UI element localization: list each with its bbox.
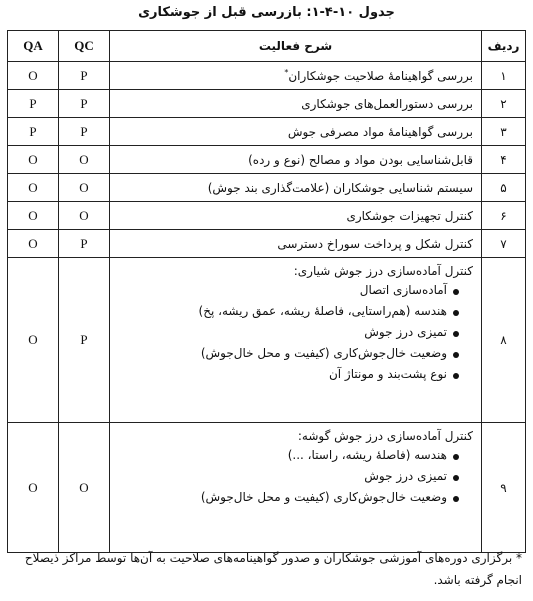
header-qa: QA bbox=[8, 31, 59, 62]
row-qa: O bbox=[8, 258, 59, 423]
row-description-block bbox=[110, 258, 482, 423]
row-qa: O bbox=[8, 423, 59, 553]
header-qc: QC bbox=[59, 31, 110, 62]
row-number: ۳ bbox=[482, 118, 526, 146]
bullet-item: تمیزی درز جوش bbox=[110, 325, 459, 339]
bullet-list bbox=[110, 448, 473, 504]
row-qa: O bbox=[8, 146, 59, 174]
row-number: ۴ bbox=[482, 146, 526, 174]
table-row bbox=[8, 146, 526, 174]
bullet-item: تمیزی درز جوش bbox=[110, 469, 459, 483]
bullet-item: هندسه (هم‌راستایی، فاصلهٔ ریشه، عمق ریشه، پخ) bbox=[110, 304, 459, 318]
row-qc: O bbox=[59, 423, 110, 553]
header-row bbox=[8, 31, 526, 62]
row-qa: O bbox=[8, 202, 59, 230]
footnote-marker: * bbox=[284, 68, 289, 77]
table-row bbox=[8, 62, 526, 90]
header-description: شرح فعالیت bbox=[110, 31, 482, 62]
table-row bbox=[8, 90, 526, 118]
row-qa: P bbox=[8, 118, 59, 146]
table-row bbox=[8, 230, 526, 258]
bullet-list bbox=[110, 283, 473, 381]
row-number: ۷ bbox=[482, 230, 526, 258]
table-row-fillet-joint bbox=[8, 423, 526, 553]
bullet-item: آماده‌سازی اتصال bbox=[110, 283, 459, 297]
row-description: قابل‌شناسایی بودن مواد و مصالح (نوع و رده) bbox=[110, 146, 482, 174]
row-description-block bbox=[110, 423, 482, 553]
block-title: کنترل آماده‌سازی درز جوش شیاری: bbox=[293, 264, 473, 278]
bullet-item: وضعیت خال‌جوش‌کاری (کیفیت و محل خال‌جوش) bbox=[110, 490, 459, 504]
row-description bbox=[110, 62, 482, 90]
table-row bbox=[8, 118, 526, 146]
table-row bbox=[8, 202, 526, 230]
row-qc: P bbox=[59, 258, 110, 423]
row-number: ۶ bbox=[482, 202, 526, 230]
row-qa: O bbox=[8, 62, 59, 90]
row-qc: P bbox=[59, 90, 110, 118]
row-qa: O bbox=[8, 174, 59, 202]
table-row-groove-joint bbox=[8, 258, 526, 423]
row-qc: O bbox=[59, 202, 110, 230]
row-qc: O bbox=[59, 146, 110, 174]
table-caption: جدول ۱۰-۴-۱: بازرسی قبل از جوشکاری bbox=[138, 5, 395, 20]
row-qc: P bbox=[59, 62, 110, 90]
footnote: * برگزاری دوره‌های آموزشی جوشکاران و صدور گواهینامه‌های صلاحیت به آن‌ها توسط مراکز ذیصلاح انجام گرفته باشد. bbox=[24, 551, 522, 587]
row-description: بررسی دستورالعمل‌های جوشکاری bbox=[110, 90, 482, 118]
bullet-item: نوع پشت‌بند و مونتاژ آن bbox=[110, 367, 459, 381]
row-qc: P bbox=[59, 230, 110, 258]
bullet-item: هندسه (فاصلهٔ ریشه، راستا، ...) bbox=[110, 448, 459, 462]
row-description: کنترل شکل و پرداخت سوراخ دسترسی bbox=[110, 230, 482, 258]
row-number: ۲ bbox=[482, 90, 526, 118]
row-qa: P bbox=[8, 90, 59, 118]
row-description: بررسی گواهینامهٔ مواد مصرفی جوش bbox=[110, 118, 482, 146]
table-row bbox=[8, 174, 526, 202]
row-number: ۸ bbox=[482, 258, 526, 423]
row-number: ۵ bbox=[482, 174, 526, 202]
row-qc: O bbox=[59, 174, 110, 202]
block-title: کنترل آماده‌سازی درز جوش گوشه: bbox=[297, 429, 473, 443]
row-number: ۱ bbox=[482, 62, 526, 90]
row-description: کنترل تجهیزات جوشکاری bbox=[110, 202, 482, 230]
row-description: سیستم شناسایی جوشکاران (علامت‌گذاری بند جوش) bbox=[110, 174, 482, 202]
row-number: ۹ bbox=[482, 423, 526, 553]
row-qc: P bbox=[59, 118, 110, 146]
row-description-text: بررسی گواهینامهٔ صلاحیت جوشکاران bbox=[288, 69, 473, 83]
inspection-table bbox=[7, 30, 526, 553]
row-qa: O bbox=[8, 230, 59, 258]
bullet-item: وضعیت خال‌جوش‌کاری (کیفیت و محل خال‌جوش) bbox=[110, 346, 459, 360]
header-row-number: ردیف bbox=[482, 31, 526, 62]
